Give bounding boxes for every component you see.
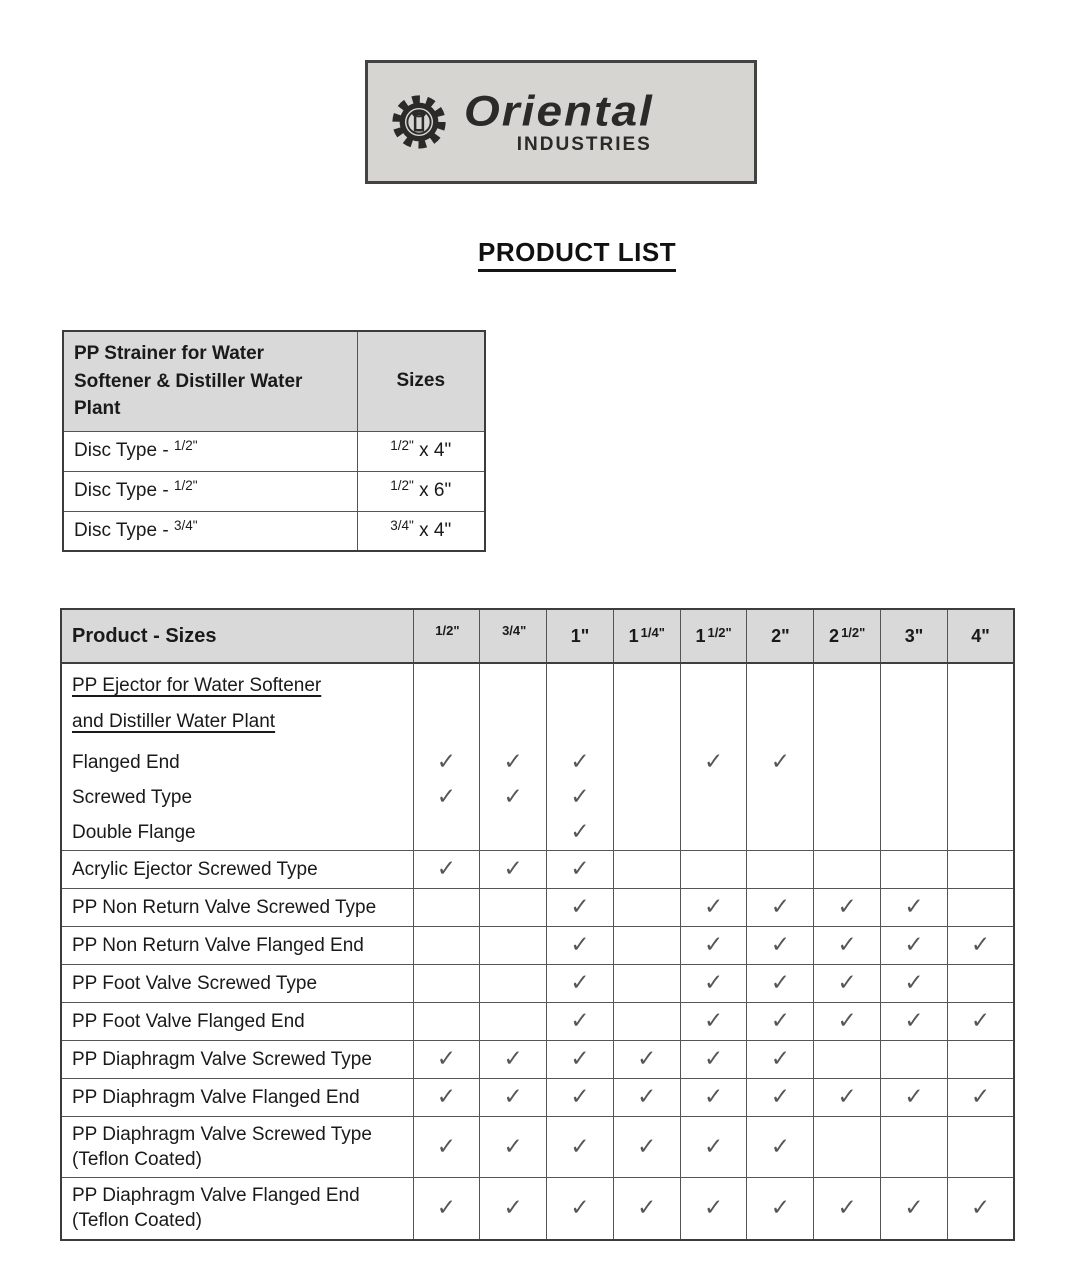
- check-cell: [480, 663, 547, 745]
- check-cell: [613, 1079, 680, 1117]
- check-cell: [547, 851, 614, 889]
- size-main-text: 2: [829, 625, 840, 646]
- check-cell: [947, 1079, 1014, 1117]
- check-cell: [947, 889, 1014, 927]
- check-icon: ✓: [703, 969, 724, 996]
- check-icon: ✓: [570, 855, 590, 882]
- check-cell: [814, 927, 881, 965]
- table-row: [61, 927, 1014, 965]
- check-cell: [814, 1117, 881, 1178]
- check-cell: [680, 815, 747, 851]
- check-cell: [480, 965, 547, 1003]
- size-header-row: [61, 609, 1014, 663]
- product-cell: PP Foot Valve Screwed Type: [61, 965, 413, 1003]
- check-icon: ✓: [770, 748, 791, 775]
- table-row: [61, 1178, 1014, 1240]
- check-icon: ✓: [637, 1132, 657, 1159]
- check-cell: [413, 889, 480, 927]
- check-cell: [413, 815, 480, 851]
- size-fraction-text: 1/2": [841, 624, 866, 640]
- check-cell: [480, 889, 547, 927]
- size-cell: $^{1/2"}$ x 6": [357, 471, 485, 511]
- check-icon: ✓: [770, 1083, 791, 1110]
- check-cell: [814, 851, 881, 889]
- table-row: [61, 780, 1014, 815]
- check-icon: ✓: [637, 1045, 657, 1072]
- strainer-sizes-header: Sizes: [357, 331, 485, 431]
- check-icon: ✓: [570, 748, 590, 775]
- check-icon: ✓: [503, 855, 523, 882]
- check-cell: [613, 1178, 680, 1240]
- check-cell: [947, 780, 1014, 815]
- check-cell: [680, 1003, 747, 1041]
- brand-name: Oriental: [464, 87, 654, 135]
- check-icon: ✓: [904, 893, 924, 920]
- check-cell: [480, 745, 547, 780]
- check-cell: [947, 1178, 1014, 1240]
- check-cell: [480, 927, 547, 965]
- check-cell: [680, 745, 747, 780]
- table-row: [61, 1117, 1014, 1178]
- check-cell: [413, 1003, 480, 1041]
- check-cell: [547, 780, 614, 815]
- check-cell: [413, 780, 480, 815]
- check-cell: [547, 927, 614, 965]
- check-cell: [747, 780, 814, 815]
- check-cell: [680, 851, 747, 889]
- gear-icon: [388, 91, 450, 153]
- check-icon: ✓: [503, 1193, 523, 1220]
- check-cell: [480, 1079, 547, 1117]
- company-logo: [365, 60, 757, 184]
- check-cell: [613, 815, 680, 851]
- table-row: [61, 815, 1014, 851]
- check-cell: [947, 1041, 1014, 1079]
- check-cell: [680, 780, 747, 815]
- product-cell: [61, 663, 413, 745]
- check-icon: ✓: [503, 783, 523, 810]
- check-cell: [814, 889, 881, 927]
- table-row: [61, 745, 1014, 780]
- check-icon: ✓: [703, 748, 724, 775]
- check-cell: [680, 663, 747, 745]
- table-row-group-title: [61, 663, 1014, 745]
- size-main-text: 1: [628, 625, 639, 646]
- check-icon: ✓: [837, 931, 857, 958]
- check-cell: [413, 1041, 480, 1079]
- fraction-text: 3/4": [390, 517, 414, 533]
- check-icon: ✓: [436, 855, 457, 882]
- check-cell: [881, 1178, 948, 1240]
- check-cell: [613, 965, 680, 1003]
- size-column-header: [747, 609, 814, 663]
- fraction-text: 1/2": [390, 438, 414, 454]
- check-cell: [680, 965, 747, 1003]
- check-cell: [413, 965, 480, 1003]
- check-cell: [547, 1003, 614, 1041]
- check-cell: [814, 1003, 881, 1041]
- group-title-line: and Distiller Water Plant: [72, 711, 276, 732]
- check-icon: ✓: [904, 969, 924, 996]
- product-cell: Screwed Type: [61, 780, 413, 815]
- check-icon: ✓: [703, 1007, 724, 1034]
- check-cell: [814, 1041, 881, 1079]
- check-cell: [747, 927, 814, 965]
- check-icon: ✓: [837, 1083, 857, 1110]
- check-icon: ✓: [637, 1193, 657, 1220]
- size-column-header: [680, 609, 747, 663]
- check-cell: [480, 851, 547, 889]
- table-row: [61, 1041, 1014, 1079]
- check-cell: [680, 1117, 747, 1178]
- strainer-table: [62, 330, 486, 552]
- check-cell: [680, 927, 747, 965]
- check-cell: [814, 745, 881, 780]
- check-cell: [881, 851, 948, 889]
- check-cell: [480, 1003, 547, 1041]
- size-column-header: [881, 609, 948, 663]
- size-column-header: [947, 609, 1014, 663]
- table-row: [61, 1003, 1014, 1041]
- check-cell: [480, 815, 547, 851]
- fraction-text: 1/2": [173, 478, 198, 494]
- size-main-text: 3": [904, 625, 924, 646]
- product-cell: PP Diaphragm Valve Screwed Type (Teflon Coated): [61, 1117, 413, 1178]
- check-icon: ✓: [837, 1193, 857, 1220]
- product-cell: PP Non Return Valve Screwed Type: [61, 889, 413, 927]
- check-cell: [947, 1003, 1014, 1041]
- check-icon: ✓: [904, 1007, 924, 1034]
- check-icon: ✓: [570, 1045, 590, 1072]
- check-cell: [881, 663, 948, 745]
- check-cell: [814, 1178, 881, 1240]
- product-cell: PP Diaphragm Valve Flanged End (Teflon Coated): [61, 1178, 413, 1240]
- check-cell: [881, 815, 948, 851]
- check-cell: [613, 927, 680, 965]
- check-cell: [613, 1041, 680, 1079]
- size-fraction-text: 3/4": [502, 623, 527, 638]
- check-cell: [613, 1003, 680, 1041]
- size-cell: $^{1/2"}$ x 4": [357, 431, 485, 471]
- product-table-body: [61, 663, 1014, 1240]
- size-fraction-text: 1/2": [707, 624, 732, 640]
- check-cell: [547, 1079, 614, 1117]
- product-cell: Disc Type - $^{3/4"}$: [63, 511, 357, 551]
- size-cell: $^{3/4"}$ x 4": [357, 511, 485, 551]
- check-icon: ✓: [837, 969, 857, 996]
- check-cell: [413, 1079, 480, 1117]
- check-cell: [747, 851, 814, 889]
- check-cell: [747, 815, 814, 851]
- check-cell: [480, 1041, 547, 1079]
- check-cell: [947, 745, 1014, 780]
- check-cell: [947, 965, 1014, 1003]
- check-icon: ✓: [703, 1083, 724, 1110]
- check-cell: [881, 1003, 948, 1041]
- check-icon: ✓: [570, 1083, 590, 1110]
- product-cell: Disc Type - $^{1/2"}$: [63, 431, 357, 471]
- check-icon: ✓: [904, 931, 924, 958]
- check-icon: ✓: [703, 1045, 724, 1072]
- fraction-text: 1/2": [390, 478, 414, 494]
- check-icon: ✓: [503, 1132, 523, 1159]
- check-cell: [814, 815, 881, 851]
- check-cell: [747, 1117, 814, 1178]
- check-cell: [747, 1178, 814, 1240]
- check-icon: ✓: [570, 1132, 590, 1159]
- product-cell: Flanged End: [61, 745, 413, 780]
- check-icon: ✓: [570, 969, 590, 996]
- check-cell: [747, 1003, 814, 1041]
- check-cell: [881, 889, 948, 927]
- check-cell: [881, 1041, 948, 1079]
- size-main-text: 1: [695, 625, 706, 646]
- check-icon: ✓: [570, 1193, 590, 1220]
- check-cell: [881, 780, 948, 815]
- table-row: [63, 511, 485, 551]
- size-main-text: 2": [771, 625, 790, 646]
- check-icon: ✓: [436, 783, 457, 810]
- table-row: [63, 471, 485, 511]
- check-cell: [547, 815, 614, 851]
- check-icon: ✓: [770, 893, 791, 920]
- fraction-text: 1/2": [173, 438, 198, 454]
- check-icon: ✓: [570, 931, 590, 958]
- check-cell: [480, 780, 547, 815]
- check-icon: ✓: [703, 893, 724, 920]
- check-icon: ✓: [503, 1083, 523, 1110]
- group-title-line: PP Ejector for Water Softener: [72, 675, 322, 696]
- product-cell: Double Flange: [61, 815, 413, 851]
- check-cell: [680, 889, 747, 927]
- size-column-header: [547, 609, 614, 663]
- check-cell: [881, 927, 948, 965]
- table-row: [61, 889, 1014, 927]
- check-icon: ✓: [570, 783, 590, 810]
- check-cell: [747, 965, 814, 1003]
- table-row: [63, 431, 485, 471]
- check-cell: [881, 745, 948, 780]
- check-cell: [547, 663, 614, 745]
- size-main-text: 4": [971, 625, 990, 646]
- check-icon: ✓: [837, 893, 857, 920]
- check-icon: ✓: [837, 1007, 857, 1034]
- size-column-header: [480, 609, 547, 663]
- check-cell: [947, 851, 1014, 889]
- strainer-product-header: PP Strainer for Water Softener & Distiller Water Plant: [63, 331, 357, 431]
- logo-text: [464, 88, 654, 156]
- check-cell: [613, 851, 680, 889]
- check-cell: [613, 1117, 680, 1178]
- product-cell: Disc Type - $^{1/2"}$: [63, 471, 357, 511]
- check-icon: ✓: [436, 748, 457, 775]
- table-row: [61, 965, 1014, 1003]
- check-icon: ✓: [703, 1193, 724, 1220]
- check-cell: [680, 1041, 747, 1079]
- check-cell: [747, 1041, 814, 1079]
- product-cell: PP Non Return Valve Flanged End: [61, 927, 413, 965]
- check-icon: ✓: [770, 969, 791, 996]
- product-cell: PP Diaphragm Valve Flanged End: [61, 1079, 413, 1117]
- check-icon: ✓: [703, 1132, 724, 1159]
- check-cell: [881, 1117, 948, 1178]
- check-cell: [547, 965, 614, 1003]
- product-cell: PP Foot Valve Flanged End: [61, 1003, 413, 1041]
- check-icon: ✓: [570, 893, 590, 920]
- check-icon: ✓: [570, 1007, 590, 1034]
- check-icon: ✓: [570, 818, 590, 845]
- check-cell: [613, 745, 680, 780]
- check-cell: [947, 927, 1014, 965]
- check-cell: [547, 889, 614, 927]
- check-cell: [947, 663, 1014, 745]
- check-cell: [680, 1079, 747, 1117]
- product-cell: PP Diaphragm Valve Screwed Type: [61, 1041, 413, 1079]
- check-cell: [413, 745, 480, 780]
- check-cell: [747, 1079, 814, 1117]
- check-cell: [680, 1178, 747, 1240]
- check-icon: ✓: [770, 931, 791, 958]
- check-icon: ✓: [436, 1193, 457, 1220]
- check-icon: ✓: [770, 1007, 791, 1034]
- check-icon: ✓: [503, 1045, 523, 1072]
- check-icon: ✓: [770, 1193, 791, 1220]
- check-cell: [947, 1117, 1014, 1178]
- product-cell: Acrylic Ejector Screwed Type: [61, 851, 413, 889]
- check-cell: [547, 1117, 614, 1178]
- size-fraction-text: 1/4": [640, 624, 665, 640]
- fraction-text: 3/4": [173, 517, 198, 533]
- check-icon: ✓: [770, 1045, 791, 1072]
- check-cell: [613, 780, 680, 815]
- product-sizes-table: [60, 608, 1015, 1241]
- product-sizes-corner-header: Product - Sizes: [61, 609, 413, 663]
- check-cell: [480, 1178, 547, 1240]
- check-cell: [814, 663, 881, 745]
- table-row: [61, 851, 1014, 889]
- check-icon: ✓: [770, 1132, 791, 1159]
- size-column-header: [814, 609, 881, 663]
- table-row: [61, 1079, 1014, 1117]
- size-fraction-text: 1/2": [435, 623, 460, 638]
- check-icon: ✓: [970, 1007, 991, 1034]
- check-cell: [480, 1117, 547, 1178]
- check-icon: ✓: [436, 1132, 457, 1159]
- size-main-text: 1": [570, 625, 590, 646]
- check-icon: ✓: [970, 1083, 991, 1110]
- check-icon: ✓: [904, 1193, 924, 1220]
- strainer-header-row: [63, 331, 485, 431]
- check-cell: [747, 889, 814, 927]
- check-cell: [413, 851, 480, 889]
- check-cell: [547, 745, 614, 780]
- check-cell: [413, 1178, 480, 1240]
- check-cell: [881, 1079, 948, 1117]
- check-icon: ✓: [503, 748, 523, 775]
- check-icon: ✓: [436, 1083, 457, 1110]
- check-cell: [814, 1079, 881, 1117]
- page-title: PRODUCT LIST: [478, 237, 676, 272]
- check-icon: ✓: [970, 931, 991, 958]
- check-cell: [814, 965, 881, 1003]
- check-icon: ✓: [637, 1083, 657, 1110]
- size-column-header: [613, 609, 680, 663]
- check-cell: [547, 1178, 614, 1240]
- check-icon: ✓: [970, 1193, 991, 1220]
- check-cell: [547, 1041, 614, 1079]
- check-cell: [613, 889, 680, 927]
- check-cell: [413, 927, 480, 965]
- check-icon: ✓: [703, 931, 724, 958]
- brand-subtitle: INDUSTRIES: [516, 134, 652, 155]
- check-cell: [413, 663, 480, 745]
- check-cell: [881, 965, 948, 1003]
- check-icon: ✓: [904, 1083, 924, 1110]
- check-icon: ✓: [436, 1045, 457, 1072]
- check-cell: [747, 663, 814, 745]
- check-cell: [947, 815, 1014, 851]
- check-cell: [747, 745, 814, 780]
- check-cell: [814, 780, 881, 815]
- check-cell: [613, 663, 680, 745]
- check-cell: [413, 1117, 480, 1178]
- size-column-header: [413, 609, 480, 663]
